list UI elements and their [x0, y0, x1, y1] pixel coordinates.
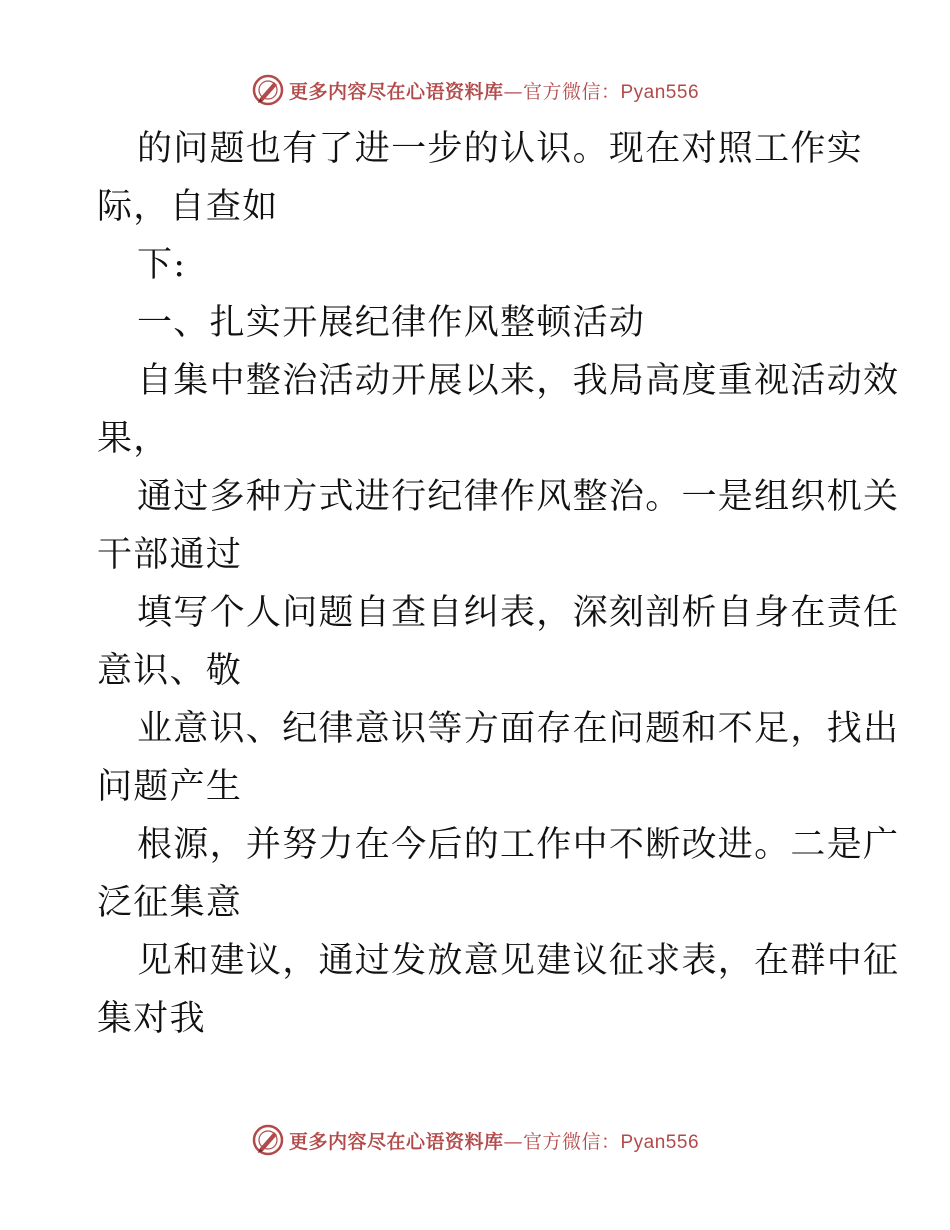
banner-text — [289, 1127, 699, 1154]
banner-separator: — — [503, 80, 523, 103]
document-line: 自集中整治活动开展以来，我局高度重视活动效 — [137, 361, 900, 401]
document-line: 意识、敬 — [97, 651, 243, 691]
document-line: 泛征集意 — [97, 883, 243, 923]
document-line: 果， — [97, 419, 170, 459]
document-line: 一、扎实开展纪律作风整顿活动 — [137, 303, 646, 343]
document-line: 根源，并努力在今后的工作中不断改进。二是广 — [137, 825, 900, 865]
banner-wechat-label: 官方微信： — [522, 1130, 621, 1153]
document-line: 通过多种方式进行纪律作风整治。一是组织机关 — [137, 477, 900, 517]
document-line: 下: — [137, 245, 187, 285]
document-line: 际，自查如 — [97, 187, 279, 227]
document-line: 集对我 — [97, 999, 206, 1039]
document-line: 干部通过 — [97, 535, 243, 575]
document-line: 填写个人问题自查自纠表，深刻剖析自身在责任 — [137, 593, 900, 633]
document-line: 问题产生 — [97, 767, 243, 807]
banner-brand-text: 更多内容尽在心语资料库 — [288, 80, 504, 103]
document-body — [97, 120, 900, 1048]
footer-banner — [0, 1120, 950, 1160]
banner-separator: — — [503, 1130, 523, 1153]
banner-brand-text: 更多内容尽在心语资料库 — [288, 1130, 504, 1153]
banner-wechat-id: Pyan556 — [620, 1131, 700, 1153]
pen-logo-icon — [251, 73, 285, 107]
banner-wechat-label: 官方微信： — [522, 80, 621, 103]
document-line: 业意识、纪律意识等方面存在问题和不足，找出 — [137, 709, 900, 749]
banner-wechat-id: Pyan556 — [620, 81, 700, 103]
document-line: 见和建议，通过发放意见建议征求表，在群中征 — [137, 941, 900, 981]
pen-logo-icon — [251, 1123, 285, 1157]
header-banner — [0, 70, 950, 110]
document-line: 的问题也有了进一步的认识。现在对照工作实 — [137, 129, 864, 169]
banner-text — [289, 77, 699, 104]
